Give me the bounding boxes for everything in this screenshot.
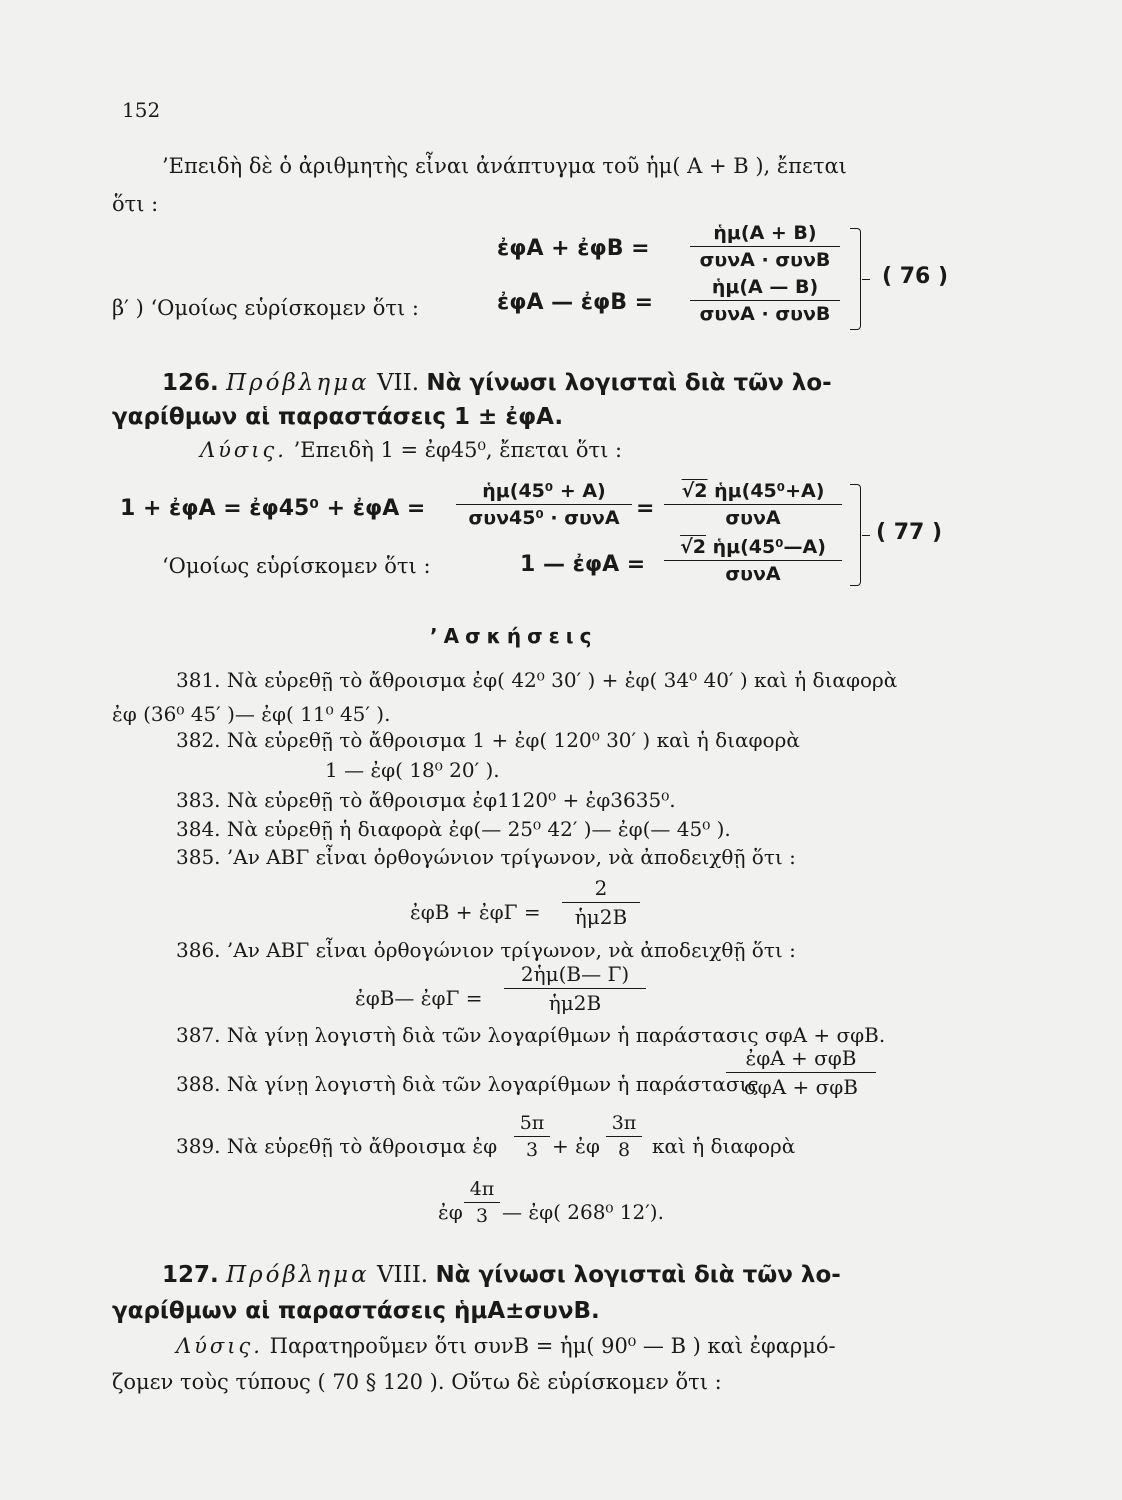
eq77-homoios: ‘Ομοίως εὑρίσκομεν ὅτι : [162, 554, 431, 578]
eq76-brace [850, 228, 861, 330]
exercise-389-line-1 [176, 1134, 497, 1158]
eq76-fraction-1 [690, 222, 840, 271]
eq77-fraction-1 [456, 480, 632, 529]
eq77-numerator-2 [664, 480, 842, 504]
intro-line-1: ’Επειδὴ δὲ ὁ ἀριθμητὴς εἶναι ἀνάπτυγμα τοῦ ἡμ( A + B ), ἔπεται [162, 154, 847, 178]
exercise-386: 386. ’Αν ΑΒΓ εἶναι ὀρθογώνιον τρίγωνον, νὰ ἀποδειχθῇ ὅτι : [176, 938, 796, 962]
section-126-problem-word: Πρόβλημα [226, 370, 370, 396]
section-126-heading [162, 370, 832, 396]
eq76-denominator-2: συνA · συνB [690, 300, 840, 325]
exercise-388-numerator: ἐφA + σφB [745, 1046, 857, 1070]
section-126-number: 126. [162, 370, 219, 396]
exercise-389-ef: ἐφ [438, 1200, 463, 1224]
eq76-denominator-1: συνA · συνB [690, 246, 840, 271]
exercise-388-fraction [726, 1046, 876, 1099]
exercise-388: 388. Νὰ γίνῃ λογιστὴ διὰ τῶν λογαρίθμων ἡ παράστασις [176, 1072, 759, 1096]
eq77-numerator-3 [664, 536, 842, 560]
section-127-title-2: γαρίθμων αἱ παραστάσεις ἡμA±συνB. [112, 1298, 600, 1324]
section-126-roman: VII. [376, 370, 420, 396]
eq77-label: ( 77 ) [876, 520, 943, 545]
section-126-title-1: Νὰ γίνωσι λογισταὶ διὰ τῶν λο- [426, 370, 832, 396]
section-127-roman: VIII. [376, 1262, 429, 1288]
eq76-lhs-1: ἐφA + ἐφB = [497, 236, 650, 261]
section-127-lysis-word: Λύσις. [176, 1334, 263, 1358]
exercise-383: 383. Νὰ εὑρεθῇ τὸ ἄθροισμα ἐφ1120⁰ + ἐφ3635⁰. [176, 788, 676, 812]
section-127-lysis [176, 1334, 836, 1358]
section-126-lysis-text: ’Επειδὴ 1 = ἐφ45⁰, ἔπεται ὅτι : [293, 438, 623, 462]
exercise-386-denominator: ἡμ2B [504, 988, 646, 1015]
eq76-fraction-2 [690, 276, 840, 325]
eq77-sqrt-1: √2 [681, 480, 708, 502]
exercise-386-lhs: ἐφB— ἐφΓ = [355, 986, 483, 1010]
section-127-heading [162, 1262, 841, 1288]
eq77-equals: = [636, 496, 655, 521]
eq77-sqrt-2: √2 [680, 536, 706, 558]
exercise-389-end: — ἐφ( 268⁰ 12′). [502, 1200, 664, 1224]
eq77-brace [850, 484, 861, 586]
section-126-lysis [200, 438, 622, 462]
eq77-lhs-1: 1 + ἐφA = ἐφ45⁰ + ἐφA = [120, 496, 426, 521]
exercise-388-denominator: σφA + σφB [726, 1072, 876, 1099]
exercise-389-denominator-1: 3 [514, 1136, 550, 1161]
exercise-389-denominator-2: 8 [606, 1136, 642, 1161]
section-126-lysis-word: Λύσις. [200, 438, 287, 462]
exercise-384: 384. Νὰ εὑρεθῇ ἡ διαφορὰ ἐφ(— 25⁰ 42′ )— ἐφ(— 45⁰ ). [176, 817, 731, 841]
eq77-fraction-3 [664, 536, 842, 585]
section-127-title-1: Νὰ γίνωσι λογισταὶ διὰ τῶν λο- [435, 1262, 841, 1288]
exercise-389-numerator-1: 5π [519, 1112, 545, 1134]
exercise-382-line-2: 1 — ἐφ( 18⁰ 20′ ). [325, 758, 500, 782]
section-127-number: 127. [162, 1262, 219, 1288]
exercise-389-fraction-2 [606, 1112, 642, 1161]
exercise-385-lhs: ἐφB + ἐφΓ = [410, 900, 541, 924]
exercise-389-numerator-2: 3π [611, 1112, 637, 1134]
section-127-lysis-text: Παρατηροῦμεν ὅτι συνB = ἡμ( 90⁰ — B ) καὶ ἐφαρμό- [269, 1334, 836, 1358]
eq77-numerator-1: ἡμ(45⁰ + A) [482, 480, 606, 502]
section-127-problem-word: Πρόβλημα [226, 1262, 370, 1288]
eq76-numerator-1: ἡμ(A + B) [713, 222, 817, 244]
eq77-numerator-2-text: ἡμ(45⁰+A) [714, 480, 825, 502]
exercise-389-denominator-3: 3 [464, 1202, 500, 1227]
exercise-385-denominator: ἡμ2B [562, 902, 640, 929]
section-127-last-line: ζομεν τοὺς τύπους ( 70 § 120 ). Οὕτω δὲ εὑρίσκομεν ὅτι : [112, 1370, 722, 1394]
eq76-label: ( 76 ) [882, 264, 949, 289]
exercise-387: 387. Νὰ γίνῃ λογιστὴ διὰ τῶν λογαρίθμων ἡ παράστασις σφA + σφB. [176, 1023, 886, 1047]
eq76-beta-text: β′ ) ‘Ομοίως εὑρίσκομεν ὅτι : [112, 296, 419, 320]
exercise-385-numerator: 2 [594, 876, 608, 900]
eq76-numerator-2: ἡμ(A — B) [711, 276, 819, 298]
eq77-denominator-2: συνA [664, 504, 842, 529]
eq77-denominator-1: συν45⁰ · συνA [456, 504, 632, 529]
exercise-389-numerator-3: 4π [469, 1178, 495, 1200]
exercise-381-line-1: 381. Νὰ εὑρεθῇ τὸ ἄθροισμα ἐφ( 42⁰ 30′ ) + ἐφ( 34⁰ 40′ ) καὶ ἡ διαφορὰ [176, 668, 898, 692]
exercise-389-fraction-1 [514, 1112, 550, 1161]
intro-line-2: ὅτι : [112, 192, 159, 216]
page-number: 152 [122, 98, 161, 122]
section-126-title-2: γαρίθμων αἱ παραστάσεις 1 ± ἐφA. [112, 404, 564, 430]
eq77-numerator-3-text: ἡμ(45⁰—A) [712, 536, 826, 558]
exercise-389-tail: καὶ ἡ διαφορὰ [652, 1134, 796, 1158]
exercise-389-plus: + ἐφ [552, 1134, 600, 1158]
exercise-386-fraction [504, 962, 646, 1015]
exercise-385-fraction [562, 876, 640, 929]
exercise-389-fraction-3 [464, 1178, 500, 1227]
eq77-fraction-2 [664, 480, 842, 529]
eq77-denominator-3: συνA [664, 560, 842, 585]
eq77-lhs-2: 1 — ἐφA = [520, 552, 646, 577]
exercises-title: ’Ασκήσεις [430, 624, 598, 648]
exercise-389-start: 389. Νὰ εὑρεθῇ τὸ ἄθροισμα ἐφ [176, 1134, 498, 1158]
eq76-lhs-2: ἐφA — ἐφB = [497, 290, 654, 315]
exercise-385: 385. ’Αν ΑΒΓ εἶναι ὀρθογώνιον τρίγωνον, νὰ ἀποδειχθῇ ὅτι : [176, 845, 796, 869]
exercise-382-line-1: 382. Νὰ εὑρεθῇ τὸ ἄθροισμα 1 + ἐφ( 120⁰ 30′ ) καὶ ἡ διαφορὰ [176, 728, 800, 752]
exercise-381-line-2: ἐφ (36⁰ 45′ )— ἐφ( 11⁰ 45′ ). [112, 702, 391, 726]
exercise-386-numerator: 2ἡμ(B— Γ) [520, 962, 630, 986]
